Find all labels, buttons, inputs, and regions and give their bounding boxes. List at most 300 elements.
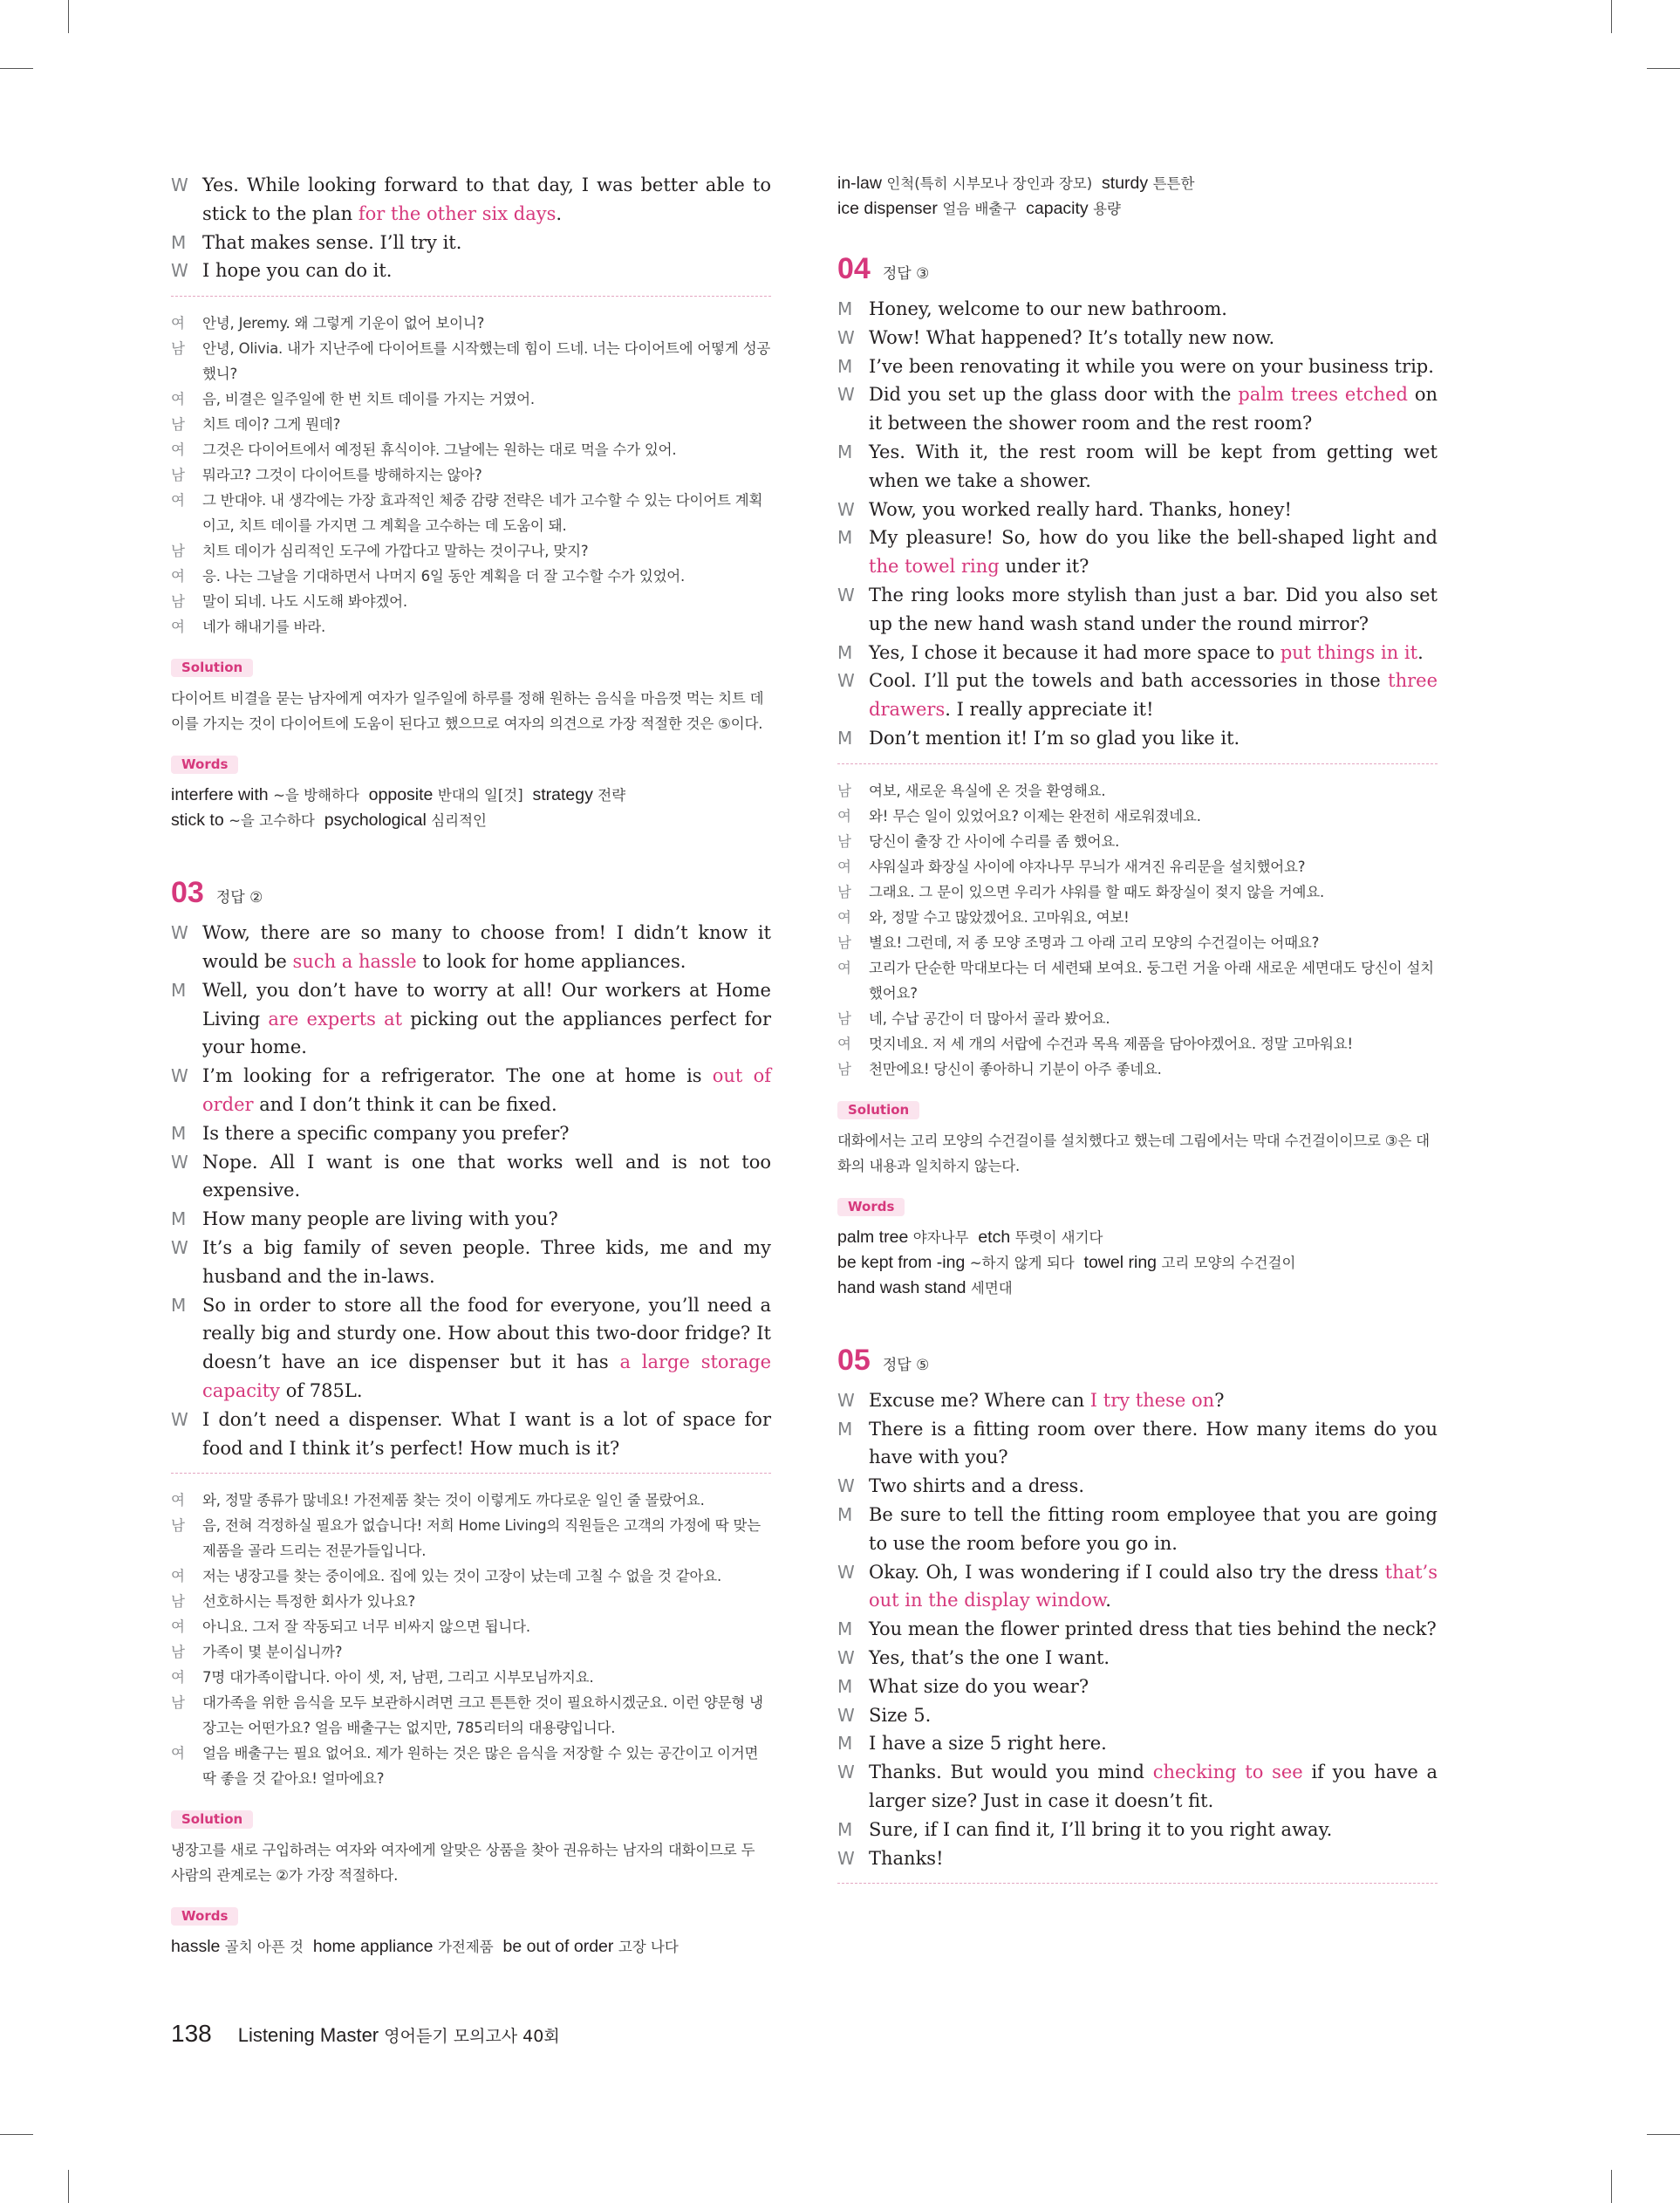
dashed-divider xyxy=(171,296,771,297)
book-title-ko: 영어듣기 모의고사 40회 xyxy=(384,2027,560,2046)
vocab-line xyxy=(171,808,771,833)
translation-line xyxy=(837,905,1438,930)
dialog-line xyxy=(171,1205,771,1234)
vocab-list xyxy=(837,171,1438,222)
dialog-line xyxy=(837,1729,1438,1758)
translation-text: 7명 대가족이랍니다. 아이 셋, 저, 남편, 그리고 시부모님까지요. xyxy=(202,1669,594,1686)
vocab-line xyxy=(171,783,771,808)
translation-line xyxy=(837,1057,1438,1082)
solution-text: 다이어트 비결을 묻는 남자에게 여자가 일주일에 하루를 정해 원하는 음식을 마음껏 먹는 치트 데이를 가지는 것이 다이어트에 도움이 된다고 했으므로 여자의 의견으로 가장 적절한 것은 ⑤이다. xyxy=(171,690,764,733)
vocab-meaning: 고리 모양의 수건걸이 xyxy=(1161,1254,1296,1271)
dialog-text: I’m looking for a refrigerator. The one at home is xyxy=(202,1065,713,1087)
korean-translation-q03 xyxy=(171,1488,771,1791)
dialog-text: I don’t need a dispenser. What I want is a lot of space for food and I think it’s perfect! How much is it? xyxy=(202,1408,771,1459)
dialog-line xyxy=(837,724,1438,753)
highlight-phrase: that’s out in the display window xyxy=(869,1561,1438,1611)
translation-line xyxy=(171,387,771,412)
question-number: 04 xyxy=(837,252,871,285)
speaker-label: 여 xyxy=(171,492,185,510)
speaker-label: 여 xyxy=(171,619,185,636)
dialog-text: So in order to store all the food for everyone, you’ll need a really big and sturdy one. How about this two-door fridge? It doesn’t have an ice dispenser but it has xyxy=(202,1294,771,1373)
translation-text: 저는 냉장고를 찾는 중이에요. 집에 있는 것이 고장이 났는데 고칠 수 없을 것 같아요. xyxy=(202,1568,722,1585)
speaker-label: W xyxy=(837,1561,855,1583)
vocab-term: interfere with xyxy=(171,785,269,805)
question-number: 05 xyxy=(837,1343,871,1377)
translation-line xyxy=(171,1614,771,1639)
vocab-term: etch xyxy=(978,1227,1011,1247)
dialog-text: ? xyxy=(1214,1389,1225,1411)
vocab-term: be out of order xyxy=(502,1937,614,1957)
dashed-divider xyxy=(837,1883,1438,1884)
vocab-meaning: 인척(특히 시부모나 장인과 장모) xyxy=(886,175,1093,192)
question-header-03 xyxy=(171,875,771,910)
question-header-04 xyxy=(837,251,1438,286)
vocab-meaning: ~을 방해하다 xyxy=(273,787,359,804)
speaker-label: W xyxy=(837,498,855,520)
translation-text: 멋지네요. 저 세 개의 서랍에 수건과 목욕 제품을 담아야겠어요. 정말 고마워요! xyxy=(869,1035,1353,1052)
dialog-text: That makes sense. I’ll try it. xyxy=(202,231,462,253)
translation-text: 샤워실과 화장실 사이에 야자나무 무늬가 새겨진 유리문을 설치했어요? xyxy=(869,858,1306,875)
dialog-text: Did you set up the glass door with the xyxy=(869,384,1239,406)
dialog-text: Is there a specific company you prefer? xyxy=(202,1122,570,1144)
dialog-text: Nope. All I want is one that works well and is not too expensive. xyxy=(202,1151,771,1201)
dialog-text: I have a size 5 right here. xyxy=(869,1733,1107,1755)
dialog-line xyxy=(837,523,1438,581)
page-number: 138 xyxy=(171,2020,212,2047)
vocab-list xyxy=(171,783,771,833)
highlight-phrase: are experts at xyxy=(268,1008,403,1030)
speaker-label: M xyxy=(171,979,187,1001)
speaker-label: W xyxy=(837,1704,855,1726)
page-footer xyxy=(171,2020,560,2048)
translation-line xyxy=(171,564,771,589)
dialog-text: of 785L. xyxy=(280,1379,363,1401)
speaker-label: W xyxy=(171,260,188,282)
speaker-label: M xyxy=(837,1418,853,1440)
dialog-line xyxy=(171,1234,771,1291)
translation-line xyxy=(837,778,1438,804)
dialog-q04 xyxy=(837,295,1438,753)
translation-line xyxy=(171,1639,771,1665)
translation-line xyxy=(171,1665,771,1690)
speaker-label: 여 xyxy=(171,1618,185,1636)
dialog-line xyxy=(171,1062,771,1119)
speaker-label: 남 xyxy=(837,832,851,850)
dialog-text: . xyxy=(1105,1590,1111,1611)
dialog-text: Two shirts and a dress. xyxy=(869,1475,1084,1497)
highlight-phrase: put things in it xyxy=(1280,641,1418,663)
translation-text: 안녕, Olivia. 내가 지난주에 다이어트를 시작했는데 힘이 드네. 너는 다이어트에 어떻게 성공했니? xyxy=(202,340,771,383)
translation-text: 와, 정말 종류가 많네요! 가전제품 찾는 것이 이렇게도 까다로운 일인 줄 몰랐어요. xyxy=(202,1492,705,1509)
dialog-line xyxy=(837,496,1438,524)
answer-label: 정답 ③ xyxy=(882,265,930,283)
dialog-line xyxy=(171,1406,771,1463)
vocab-line xyxy=(171,1934,771,1960)
translation-line xyxy=(171,1513,771,1563)
vocab-term: strategy xyxy=(532,785,593,805)
speaker-label: 남 xyxy=(171,1517,185,1535)
speaker-label: 여 xyxy=(171,1669,185,1686)
dialog-text: You mean the flower printed dress that ties behind the neck? xyxy=(869,1618,1437,1640)
translation-text: 아니요. 그저 잘 작동되고 너무 비싸지 않으면 됩니다. xyxy=(202,1618,530,1636)
highlight-phrase: such a hassle xyxy=(292,950,417,972)
translation-text: 여보, 새로운 욕실에 온 것을 환영해요. xyxy=(869,782,1106,799)
translation-text: 와, 정말 수고 많았겠어요. 고마워요, 여보! xyxy=(869,908,1130,926)
translation-text: 뭐라고? 그것이 다이어트를 방해하지는 않아? xyxy=(202,467,482,484)
translation-line xyxy=(171,311,771,336)
speaker-label: 남 xyxy=(837,1009,851,1027)
translation-text: 천만에요! 당신이 좋아하니 기분이 아주 좋네요. xyxy=(869,1060,1162,1078)
question-header-05 xyxy=(837,1343,1438,1378)
book-title xyxy=(238,2023,560,2047)
dialog-text: Thanks. But would you mind xyxy=(869,1762,1153,1783)
question-number: 03 xyxy=(171,876,204,910)
speaker-label: W xyxy=(171,1236,188,1258)
dialog-text: Honey, welcome to our new bathroom. xyxy=(869,298,1227,319)
vocab-list xyxy=(837,1225,1438,1301)
speaker-label: W xyxy=(837,1475,855,1497)
korean-translation-q02 xyxy=(171,311,771,640)
translation-line xyxy=(171,614,771,640)
dialog-text: and I don’t think it can be fixed. xyxy=(253,1093,557,1115)
speaker-label: 여 xyxy=(171,315,185,332)
dialog-text: Wow, there are so many to choose from! I didn’t know it would be xyxy=(202,922,771,972)
translation-line xyxy=(171,589,771,614)
dialog-text: Excuse me? Where can xyxy=(869,1389,1090,1411)
vocab-term: opposite xyxy=(368,785,434,805)
vocab-meaning: ~하지 않게 되다 xyxy=(969,1254,1075,1271)
crop-mark xyxy=(1647,2134,1680,2135)
dialog-q05 xyxy=(837,1386,1438,1873)
speaker-label: M xyxy=(171,1208,187,1230)
crop-mark xyxy=(68,2170,69,2203)
highlight-phrase: checking to see xyxy=(1152,1762,1303,1783)
speaker-label: 남 xyxy=(837,883,851,900)
speaker-label: 남 xyxy=(171,543,185,560)
dialog-line xyxy=(837,1472,1438,1501)
dialog-text: There is a fitting room over there. How many items do you have with you? xyxy=(869,1418,1438,1468)
vocab-list xyxy=(171,1934,771,1960)
dialog-line xyxy=(837,1644,1438,1673)
vocab-term: be kept from -ing xyxy=(837,1252,966,1272)
vocab-meaning: 심리적인 xyxy=(431,812,487,830)
solution-text: 냉장고를 새로 구입하려는 여자와 여자에게 알맞은 상품을 찾아 권유하는 남자의 대화이므로 두 사람의 관계로는 ②가 가장 적절하다. xyxy=(171,1842,755,1885)
speaker-label: 남 xyxy=(171,340,185,358)
translation-text: 응. 나는 그날을 기대하면서 나머지 6일 동안 계획을 더 잘 고수할 수가 있었어. xyxy=(202,568,686,585)
vocab-meaning: 얼음 배출구 xyxy=(942,201,1017,217)
dialog-line xyxy=(837,1386,1438,1415)
vocab-term: capacity xyxy=(1026,199,1089,218)
translation-text: 말이 되네. 나도 시도해 봐야겠어. xyxy=(202,593,407,611)
speaker-label: 여 xyxy=(837,959,851,976)
translation-line xyxy=(837,804,1438,829)
dialog-text: Okay. Oh, I was wondering if I could also try the dress xyxy=(869,1561,1385,1583)
translation-line xyxy=(837,829,1438,854)
speaker-label: 남 xyxy=(837,1060,851,1078)
vocab-meaning: 뚜렷이 새기다 xyxy=(1014,1228,1103,1246)
dialog-line xyxy=(837,1816,1438,1844)
translation-text: 대가족을 위한 음식을 모두 보관하시려면 크고 튼튼한 것이 필요하시겠군요. 이런 양문형 냉장고는 어떤가요? 얼음 배출구는 없지만, 785리터의 대용량입니다. xyxy=(202,1694,763,1737)
speaker-label: 여 xyxy=(171,568,185,585)
vocab-meaning: 가전제품 xyxy=(437,1939,494,1956)
dialog-text: The ring looks more stylish than just a bar. Did you also set up the new hand wash stand under the round mirror? xyxy=(869,584,1438,634)
dialog-line xyxy=(837,324,1438,352)
speaker-label: M xyxy=(837,355,853,377)
speaker-label: M xyxy=(837,1818,853,1840)
translation-line xyxy=(837,955,1438,1006)
speaker-label: W xyxy=(837,326,855,348)
words-tag: Words xyxy=(171,1907,238,1926)
book-title-en: Listening Master xyxy=(237,2024,379,2046)
translation-line xyxy=(837,1006,1438,1031)
dialog-line xyxy=(837,581,1438,639)
dialog-text: What size do you wear? xyxy=(869,1675,1089,1697)
dialog-text: Yes. While looking forward to that day, I was better able to stick to the plan xyxy=(202,174,771,224)
speaker-label: M xyxy=(837,641,853,663)
dialog-line xyxy=(837,352,1438,381)
speaker-label: 남 xyxy=(171,1593,185,1611)
dialog-line xyxy=(837,1415,1438,1473)
translation-text: 그래요. 그 문이 있으면 우리가 샤워를 할 때도 화장실이 젖지 않을 거예요. xyxy=(869,883,1325,900)
dialog-text: My pleasure! So, how do you like the bell-shaped light and xyxy=(869,527,1438,549)
speaker-label: 여 xyxy=(837,858,851,875)
translation-text: 치트 데이? 그게 뭔데? xyxy=(202,416,341,434)
speaker-label: M xyxy=(837,1675,853,1697)
vocab-term: sturdy xyxy=(1102,174,1149,193)
dialog-text: under it? xyxy=(999,556,1089,578)
dialog-text: on it between the shower room and the rest room? xyxy=(869,384,1438,434)
speaker-label: W xyxy=(171,1151,188,1173)
speaker-label: 여 xyxy=(837,1035,851,1052)
dialog-line xyxy=(171,1148,771,1206)
dialog-line xyxy=(837,1558,1438,1616)
words-tag: Words xyxy=(837,1198,905,1216)
vocab-term: home appliance xyxy=(312,1937,434,1957)
highlight-phrase: out of order xyxy=(202,1065,771,1115)
translation-line xyxy=(171,437,771,462)
crop-mark xyxy=(0,2134,33,2135)
crop-mark xyxy=(1647,68,1680,69)
speaker-label: W xyxy=(837,670,855,692)
vocab-term: in-law xyxy=(837,174,882,193)
words-tag: Words xyxy=(171,756,238,774)
vocab-term: psychological xyxy=(324,811,427,831)
vocab-line xyxy=(837,1225,1438,1250)
dialog-line xyxy=(171,171,771,229)
speaker-label: 남 xyxy=(837,782,851,799)
translation-line xyxy=(171,488,771,538)
translation-text: 음, 전혀 걱정하실 필요가 없습니다! 저희 Home Living의 직원들은 고객의 가정에 딱 맞는 제품을 골라 드리는 전문가들입니다. xyxy=(202,1517,761,1560)
speaker-label: 여 xyxy=(171,1492,185,1509)
speaker-label: 여 xyxy=(171,391,185,408)
speaker-label: 남 xyxy=(171,1694,185,1712)
highlight-phrase: for the other six days xyxy=(358,202,557,224)
speaker-label: W xyxy=(171,174,188,195)
translation-text: 선호하시는 특정한 회사가 있나요? xyxy=(202,1593,416,1611)
vocab-term: hassle xyxy=(171,1937,221,1957)
highlight-phrase: I try these on xyxy=(1089,1389,1215,1411)
translation-text: 와! 무슨 일이 있었어요? 이제는 완전히 새로워졌네요. xyxy=(869,807,1201,824)
dialog-text: picking out the appliances perfect for your home. xyxy=(202,1008,771,1058)
dialog-line xyxy=(171,919,771,976)
vocab-line xyxy=(837,196,1438,222)
speaker-label: M xyxy=(837,1733,853,1755)
speaker-label: M xyxy=(171,1122,187,1144)
dialog-text: Cool. I’ll put the towels and bath accessories in those xyxy=(869,670,1389,692)
translation-line xyxy=(171,1741,771,1791)
translation-line xyxy=(837,1031,1438,1057)
dialog-text: Sure, if I can find it, I’ll bring it to you right away. xyxy=(869,1818,1333,1840)
dialog-line xyxy=(837,1501,1438,1558)
dialog-text: if you have a larger size? Just in case it doesn’t fit. xyxy=(869,1762,1438,1811)
highlight-phrase: a large storage capacity xyxy=(202,1351,771,1401)
speaker-label: M xyxy=(171,231,187,253)
vocab-term: ice dispenser xyxy=(837,199,938,218)
speaker-label: 여 xyxy=(171,1568,185,1585)
dialog-line xyxy=(837,1844,1438,1873)
translation-text: 음, 비결은 일주일에 한 번 치트 데이를 가지는 거였어. xyxy=(202,391,535,408)
translation-text: 얼음 배출구는 필요 없어요. 제가 원하는 것은 많은 음식을 저장할 수 있는 공간이고 이거면 딱 좋을 것 같아요! 얼마에요? xyxy=(202,1745,759,1788)
right-column xyxy=(837,171,1438,1898)
crop-mark xyxy=(68,0,69,33)
dialog-line xyxy=(171,976,771,1062)
speaker-label: 여 xyxy=(837,807,851,824)
vocab-meaning: 반대의 일[것] xyxy=(437,787,523,804)
vocab-line xyxy=(837,171,1438,196)
solution-tag: Solution xyxy=(171,1810,253,1829)
translation-line xyxy=(171,1563,771,1589)
dialog-line xyxy=(171,257,771,285)
vocab-meaning: ~을 고수하다 xyxy=(229,812,315,830)
dialog-text: Yes, that’s the one I want. xyxy=(869,1646,1110,1668)
speaker-label: W xyxy=(171,922,188,944)
solution-text: 대화에서는 고리 모양의 수건걸이를 설치했다고 했는데 그림에서는 막대 수건걸이이므로 ③은 대화의 내용과 일치하지 않는다. xyxy=(837,1132,1430,1174)
answer-label: 정답 ⑤ xyxy=(882,1356,930,1374)
speaker-label: W xyxy=(837,584,855,605)
dialog-text: Don’t mention it! I’m so glad you like it. xyxy=(869,727,1240,749)
translation-line xyxy=(171,538,771,564)
left-column xyxy=(171,171,771,1960)
dialog-line xyxy=(837,438,1438,496)
highlight-phrase: palm trees etched xyxy=(1238,384,1408,406)
translation-text: 고리가 단순한 막대보다는 더 세련돼 보여요. 둥그런 거울 아래 새로운 세면대도 당신이 설치했어요? xyxy=(869,959,1434,1002)
answer-label: 정답 ② xyxy=(215,889,263,907)
dialog-text: . xyxy=(1417,641,1424,663)
speaker-label: M xyxy=(837,1503,853,1525)
speaker-label: W xyxy=(171,1065,188,1087)
speaker-label: M xyxy=(837,441,853,462)
dialog-text: Well, you don’t have to worry at all! Our workers at Home Living xyxy=(202,979,771,1030)
speaker-label: 남 xyxy=(171,467,185,484)
speaker-label: 여 xyxy=(837,908,851,926)
dialog-line xyxy=(837,1701,1438,1730)
dialog-q03 xyxy=(171,919,771,1462)
speaker-label: 남 xyxy=(171,593,185,611)
translation-text: 네가 해내기를 바라. xyxy=(202,619,326,636)
dialog-line xyxy=(171,1291,771,1406)
translation-line xyxy=(837,879,1438,905)
speaker-label: M xyxy=(837,727,853,749)
translation-text: 네, 수납 공간이 더 많아서 골라 봤어요. xyxy=(869,1009,1110,1027)
dialog-line xyxy=(837,295,1438,324)
translation-text: 안녕, Jeremy. 왜 그렇게 기운이 없어 보이니? xyxy=(202,315,485,332)
dialog-text: I hope you can do it. xyxy=(202,260,393,282)
dialog-line xyxy=(837,667,1438,724)
translation-line xyxy=(171,1589,771,1614)
vocab-meaning: 고장 나다 xyxy=(618,1939,679,1956)
highlight-phrase: three drawers xyxy=(869,670,1438,721)
vocab-meaning: 전략 xyxy=(598,787,626,804)
translation-line xyxy=(171,462,771,488)
vocab-meaning: 튼튼한 xyxy=(1152,175,1195,192)
translation-line xyxy=(171,1690,771,1741)
dialog-text: . I really appreciate it! xyxy=(945,699,1154,721)
korean-translation-q04 xyxy=(837,778,1438,1082)
dialog-line xyxy=(171,229,771,257)
translation-text: 치트 데이가 심리적인 도구에 가깝다고 말하는 것이구나, 맞지? xyxy=(202,543,589,560)
speaker-label: 여 xyxy=(171,1745,185,1762)
translation-line xyxy=(837,930,1438,955)
dialog-line xyxy=(837,380,1438,438)
speaker-label: M xyxy=(837,298,853,319)
vocab-meaning: 골치 아픈 것 xyxy=(224,1939,304,1956)
speaker-label: 남 xyxy=(837,934,851,951)
dialog-text: Be sure to tell the fitting room employee that you are going to use the room before you go in. xyxy=(869,1503,1438,1554)
dialog-line xyxy=(171,1119,771,1148)
solution-tag: Solution xyxy=(837,1101,919,1119)
speaker-label: W xyxy=(837,1646,855,1668)
speaker-label: W xyxy=(171,1408,188,1430)
dashed-divider xyxy=(171,1473,771,1474)
vocab-term: hand wash stand xyxy=(837,1277,966,1297)
speaker-label: W xyxy=(837,1389,855,1411)
solution-tag: Solution xyxy=(171,659,253,677)
dialog-text: Thanks! xyxy=(869,1847,944,1869)
speaker-label: 남 xyxy=(171,416,185,434)
speaker-label: W xyxy=(837,1847,855,1869)
translation-line xyxy=(171,1488,771,1513)
dialog-text: It’s a big family of seven people. Three kids, me and my husband and the in-laws. xyxy=(202,1236,771,1287)
vocab-term: towel ring xyxy=(1083,1252,1158,1272)
dialog-text: Size 5. xyxy=(869,1704,932,1726)
translation-line xyxy=(171,412,771,437)
speaker-label: 여 xyxy=(171,441,185,459)
speaker-label: W xyxy=(837,1762,855,1783)
speaker-label: 남 xyxy=(171,1644,185,1661)
dashed-divider xyxy=(837,763,1438,764)
vocab-meaning: 용량 xyxy=(1093,201,1121,217)
vocab-line xyxy=(837,1250,1438,1276)
dialog-q02-end xyxy=(171,171,771,285)
dialog-text: Wow, you worked really hard. Thanks, honey! xyxy=(869,498,1292,520)
translation-text: 그것은 다이어트에서 예정된 휴식이야. 그날에는 원하는 대로 먹을 수가 있어. xyxy=(202,441,677,459)
translation-text: 당신이 출장 간 사이에 수리를 좀 했어요. xyxy=(869,832,1120,850)
highlight-phrase: the towel ring xyxy=(869,556,1000,578)
vocab-line xyxy=(837,1276,1438,1301)
dialog-text: . xyxy=(556,202,563,224)
translation-line xyxy=(171,336,771,387)
dialog-text: Wow! What happened? It’s totally new now. xyxy=(869,326,1275,348)
crop-mark xyxy=(1611,2170,1612,2203)
dialog-text: Yes. With it, the rest room will be kept from getting wet when we take a shower. xyxy=(869,441,1438,491)
vocab-term: palm tree xyxy=(837,1227,909,1247)
dialog-line xyxy=(837,1673,1438,1701)
translation-text: 그 반대야. 내 생각에는 가장 효과적인 체중 감량 전략은 네가 고수할 수 있는 다이어트 계획이고, 치트 데이를 가지면 그 계획을 고수하는 데 도움이 돼. xyxy=(202,492,763,535)
vocab-term: stick to xyxy=(171,811,224,831)
crop-mark xyxy=(0,68,33,69)
vocab-meaning: 야자나무 xyxy=(912,1228,969,1246)
vocab-meaning: 세면대 xyxy=(970,1279,1013,1296)
